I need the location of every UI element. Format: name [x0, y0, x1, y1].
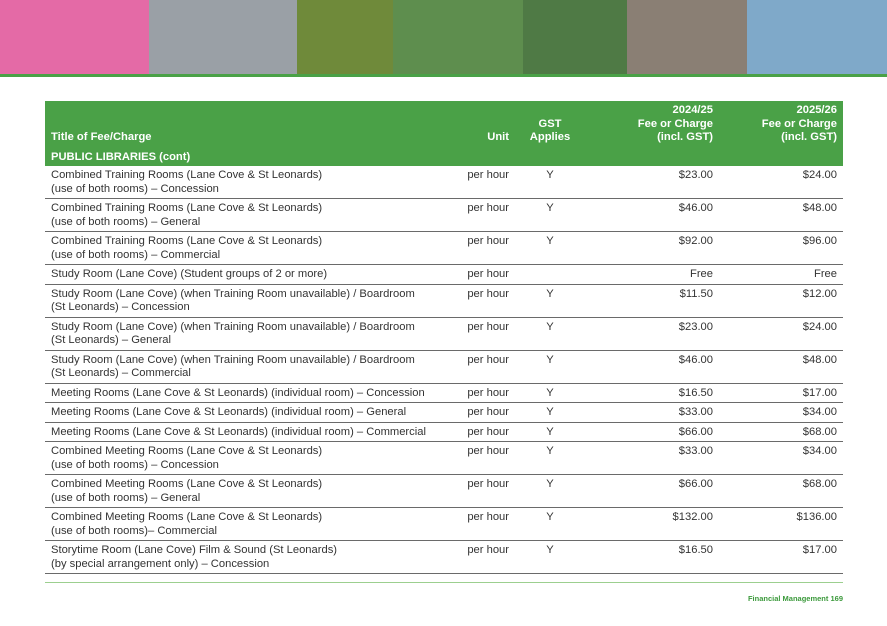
table-row — [45, 232, 843, 265]
fee-title — [45, 422, 447, 442]
fee-title-line1: Study Room (Lane Cove) (when Training Room unavailable) / Boardroom — [51, 287, 415, 300]
fee-gst: Y — [515, 541, 585, 574]
header-unit: Unit — [447, 101, 515, 149]
header-fee-2025-26-label: Fee or Charge — [761, 117, 837, 130]
fee-title — [45, 350, 447, 383]
header-fee-2024-25-year: 2024/25 — [672, 104, 713, 116]
fee-2024-25: $23.00 — [585, 166, 719, 199]
table-row — [45, 541, 843, 574]
fee-2025-26: $68.00 — [719, 475, 843, 508]
fee-gst: Y — [515, 475, 585, 508]
fee-title-line2: (use of both rooms) – Concession — [51, 182, 219, 195]
table-row — [45, 422, 843, 442]
fee-2024-25: $92.00 — [585, 232, 719, 265]
fee-title — [45, 317, 447, 350]
fee-title-line2: (use of both rooms) – General — [51, 491, 201, 504]
fee-unit: per hour — [447, 475, 515, 508]
family-park-photo — [393, 0, 523, 74]
fee-2024-25: $16.50 — [585, 541, 719, 574]
fee-title-line1: Combined Meeting Rooms (Lane Cove & St Leonards) — [51, 478, 323, 490]
fee-title-line1: Meeting Rooms (Lane Cove & St Leonards) (individual room) – General — [51, 406, 407, 418]
fee-title — [45, 265, 447, 285]
fee-title — [45, 199, 447, 232]
table-row — [45, 284, 843, 317]
fee-title-line2: (St Leonards) – General — [51, 334, 172, 346]
fee-title-line1: Combined Training Rooms (Lane Cove & St Leonards) — [51, 169, 323, 181]
fee-title — [45, 383, 447, 403]
header-fee-2024-25-note: (incl. GST) — [657, 131, 713, 143]
fee-unit: per hour — [447, 350, 515, 383]
plaza-building-photo — [747, 0, 887, 74]
fee-2024-25: $46.00 — [585, 199, 719, 232]
fee-title-line2: (use of both rooms) – Commercial — [51, 248, 221, 261]
fee-2025-26: $48.00 — [719, 199, 843, 232]
fee-gst: Y — [515, 422, 585, 442]
library-children-photo — [0, 0, 149, 74]
fee-title-line1: Combined Training Rooms (Lane Cove & St Leonards) — [51, 235, 323, 247]
table-row — [45, 475, 843, 508]
fee-2025-26: $34.00 — [719, 442, 843, 475]
header-gst-line1: GST — [538, 117, 562, 130]
fee-title-line2: (use of both rooms) – Concession — [51, 458, 219, 471]
fee-title-line2: (by special arrangement only) – Concession — [51, 557, 270, 570]
fee-title-line2: (use of both rooms)– Commercial — [51, 524, 218, 537]
table-row — [45, 442, 843, 475]
fee-unit: per hour — [447, 166, 515, 199]
fee-gst: Y — [515, 232, 585, 265]
fee-unit: per hour — [447, 403, 515, 423]
fee-title — [45, 232, 447, 265]
fee-title — [45, 403, 447, 423]
electric-car-charging-photo — [149, 0, 297, 74]
fee-2025-26: Free — [719, 265, 843, 285]
fees-table — [45, 101, 843, 574]
fee-2025-26: $17.00 — [719, 383, 843, 403]
fee-gst: Y — [515, 442, 585, 475]
fee-gst: Y — [515, 166, 585, 199]
header-title: Title of Fee/Charge — [45, 101, 447, 149]
table-row — [45, 166, 843, 199]
table-row — [45, 317, 843, 350]
header-fee-2025-26 — [719, 101, 843, 149]
fee-title-line2: (use of both rooms) – General — [51, 215, 201, 228]
fee-2025-26: $68.00 — [719, 422, 843, 442]
fee-title-line1: Study Room (Lane Cove) (when Training Room unavailable) / Boardroom — [51, 353, 415, 366]
fee-unit: per hour — [447, 265, 515, 285]
fee-title-line1: Combined Meeting Rooms (Lane Cove & St Leonards) — [51, 445, 323, 457]
fee-title-line1: Study Room (Lane Cove) (when Training Room unavailable) / Boardroom — [51, 320, 415, 333]
fee-2025-26: $12.00 — [719, 284, 843, 317]
fee-2025-26: $48.00 — [719, 350, 843, 383]
fee-unit: per hour — [447, 442, 515, 475]
street-walkers-photo — [627, 0, 747, 74]
fee-2024-25: $46.00 — [585, 350, 719, 383]
fee-gst: Y — [515, 317, 585, 350]
fee-title — [45, 508, 447, 541]
fee-2025-26: $17.00 — [719, 541, 843, 574]
table-row — [45, 350, 843, 383]
fee-gst: Y — [515, 508, 585, 541]
fee-title-line1: Combined Meeting Rooms (Lane Cove & St Leonards) — [51, 511, 323, 523]
fee-title-line1: Study Room (Lane Cove) (Student groups of 2 or more) — [51, 268, 328, 280]
table-header-row — [45, 101, 843, 149]
fee-title-line2: (St Leonards) – Commercial — [51, 367, 191, 379]
fee-title-line1: Combined Training Rooms (Lane Cove & St Leonards) — [51, 202, 323, 214]
fee-unit: per hour — [447, 422, 515, 442]
fee-title — [45, 541, 447, 574]
fee-title — [45, 166, 447, 199]
fee-gst — [515, 265, 585, 285]
fee-2024-25: $33.00 — [585, 403, 719, 423]
fee-title — [45, 442, 447, 475]
section-row — [45, 149, 843, 167]
fee-title-line1: Meeting Rooms (Lane Cove & St Leonards) (individual room) – Commercial — [51, 425, 426, 438]
fee-gst: Y — [515, 350, 585, 383]
fee-2024-25: Free — [585, 265, 719, 285]
header-gst-line2: Applies — [529, 131, 571, 143]
fee-title-line2: (St Leonards) – Concession — [51, 301, 190, 313]
table-row — [45, 199, 843, 232]
fee-gst: Y — [515, 199, 585, 232]
fee-title-line1: Storytime Room (Lane Cove) Film & Sound (St Leonards) — [51, 544, 338, 556]
header-gst — [515, 101, 585, 149]
fee-title — [45, 284, 447, 317]
fee-gst: Y — [515, 383, 585, 403]
fee-2025-26: $34.00 — [719, 403, 843, 423]
table-row — [45, 265, 843, 285]
fee-2024-25: $132.00 — [585, 508, 719, 541]
header-photo-banner — [0, 0, 887, 74]
fee-2024-25: $33.00 — [585, 442, 719, 475]
fee-2025-26: $24.00 — [719, 166, 843, 199]
header-fee-2025-26-note: (incl. GST) — [781, 131, 837, 143]
fee-unit: per hour — [447, 508, 515, 541]
footer-divider — [45, 582, 843, 583]
header-fee-2025-26-year: 2025/26 — [796, 104, 837, 116]
section-title: PUBLIC LIBRARIES (cont) — [45, 149, 843, 167]
fee-unit: per hour — [447, 317, 515, 350]
fee-unit: per hour — [447, 541, 515, 574]
header-fee-2024-25 — [585, 101, 719, 149]
fee-unit: per hour — [447, 199, 515, 232]
fee-gst: Y — [515, 284, 585, 317]
fee-2024-25: $66.00 — [585, 475, 719, 508]
frog-photo — [297, 0, 393, 74]
table-row — [45, 383, 843, 403]
table-row — [45, 403, 843, 423]
fee-unit: per hour — [447, 383, 515, 403]
fee-2024-25: $11.50 — [585, 284, 719, 317]
fee-unit: per hour — [447, 232, 515, 265]
scouts-bushland-photo — [523, 0, 627, 74]
fee-2025-26: $96.00 — [719, 232, 843, 265]
fee-title-line1: Meeting Rooms (Lane Cove & St Leonards) (individual room) – Concession — [51, 386, 425, 399]
page-footer: Financial Management 169 — [747, 594, 843, 603]
fee-2025-26: $24.00 — [719, 317, 843, 350]
fee-title — [45, 475, 447, 508]
fee-2024-25: $23.00 — [585, 317, 719, 350]
fee-2024-25: $16.50 — [585, 383, 719, 403]
fee-unit: per hour — [447, 284, 515, 317]
table-row — [45, 508, 843, 541]
header-fee-2024-25-label: Fee or Charge — [637, 117, 713, 130]
fee-2024-25: $66.00 — [585, 422, 719, 442]
banner-divider — [0, 74, 887, 77]
fee-2025-26: $136.00 — [719, 508, 843, 541]
fee-gst: Y — [515, 403, 585, 423]
